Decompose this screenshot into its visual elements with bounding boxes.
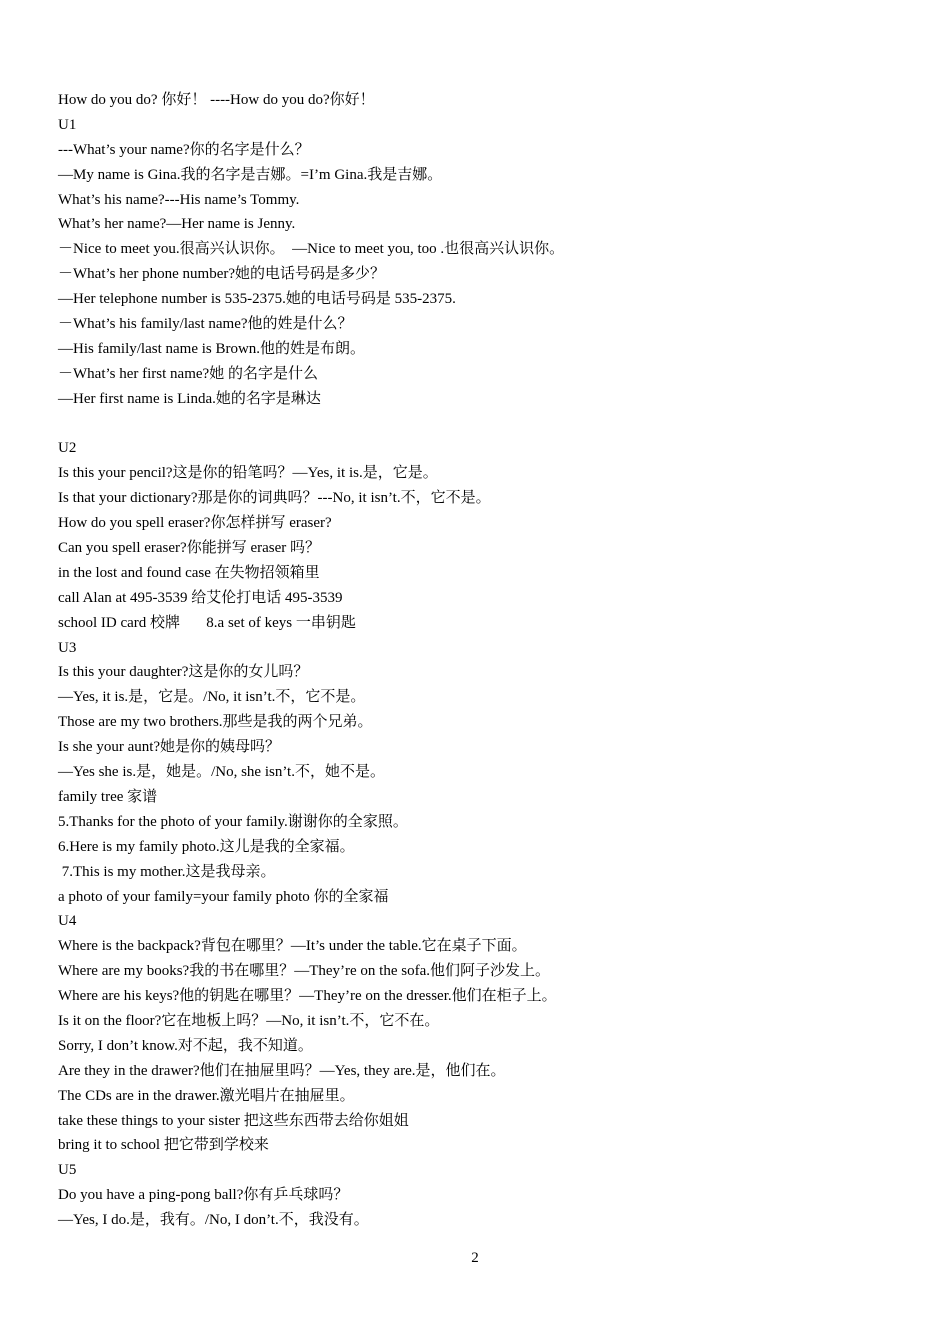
text-line: 6.Here is my family photo.这儿是我的全家福。	[58, 838, 355, 855]
text-line: Is that your dictionary?那是你的词典吗？---No, it isn’t.不，它不是。	[58, 490, 491, 507]
blank-line	[58, 412, 918, 437]
text-line: —Yes she is.是，她是。/No, she isn’t.不，她不是。	[58, 764, 385, 781]
text-line: Where are his keys?他的钥匙在哪里？—They’re on the dresser.他们在柜子上。	[58, 988, 557, 1005]
text-line: —Her telephone number is 535-2375.她的电话号码是 535-2375.	[58, 291, 456, 308]
text-line: 5.Thanks for the photo of your family.谢谢你的全家照。	[58, 813, 408, 830]
text-line: U2	[58, 440, 77, 457]
text-line: family tree 家谱	[58, 788, 158, 805]
text-line: U5	[58, 1162, 77, 1179]
text-line: U4	[58, 913, 77, 930]
text-line: call Alan at 495-3539 给艾伦打电话 495-3539	[58, 589, 343, 606]
text-line: Do you have a ping-pong ball?你有乒乓球吗？	[58, 1187, 349, 1204]
text-line: －What’s his family/last name?他的姓是什么？	[58, 316, 353, 333]
text-line: —Yes, I do.是，我有。/No, I don’t.不，我没有。	[58, 1212, 369, 1229]
text-line: take these things to your sister 把这些东西带去给你姐姐	[58, 1112, 409, 1129]
text-line: Are they in the drawer?他们在抽屉里吗？—Yes, they are.是，他们在。	[58, 1062, 506, 1079]
text-line: －What’s her phone number?她的电话号码是多少？	[58, 266, 386, 283]
text-line: 7.This is my mother.这是我母亲。	[58, 863, 276, 880]
text-line: school ID card 校牌 8.a set of keys 一串钥匙	[58, 614, 356, 631]
text-line: Can you spell eraser?你能拼写 eraser 吗？	[58, 540, 321, 557]
text-line: —Her first name is Linda.她的名字是琳达	[58, 390, 321, 407]
text-line: U1	[58, 116, 77, 133]
text-line: Is this your daughter?这是你的女儿吗？	[58, 664, 309, 681]
text-line: How do you spell eraser?你怎样拼写 eraser?	[58, 515, 332, 532]
text-line: The CDs are in the drawer.激光唱片在抽屉里。	[58, 1087, 355, 1104]
text-line: Those are my two brothers.那些是我的两个兄弟。	[58, 714, 373, 731]
text-line: Is this your pencil?这是你的铅笔吗？—Yes, it is.是，它是。	[58, 465, 438, 482]
document-body	[58, 88, 918, 1233]
text-line: What’s his name?---His name’s Tommy.	[58, 191, 300, 208]
text-line: ---What’s your name?你的名字是什么？	[58, 141, 310, 158]
text-line: in the lost and found case 在失物招领箱里	[58, 564, 320, 581]
text-line: —His family/last name is Brown.他的姓是布朗。	[58, 340, 366, 357]
text-line: What’s her name?—Her name is Jenny.	[58, 216, 296, 233]
text-line: a photo of your family=your family photo 你的全家福	[58, 888, 389, 905]
text-line: How do you do? 你好！ ----How do you do?你好！	[58, 92, 375, 108]
text-line: Is it on the floor?它在地板上吗？—No, it isn’t.不，它不在。	[58, 1012, 440, 1029]
text-line: —Yes, it is.是，它是。/No, it isn’t.不，它不是。	[58, 689, 366, 706]
text-line: Where are my books?我的书在哪里？—They’re on the sofa.他们阿子沙发上。	[58, 963, 550, 980]
text-line: —My name is Gina.我的名字是吉娜。=I’m Gina.我是吉娜。	[58, 166, 443, 183]
text-line: －Nice to meet you.很高兴认识你。 —Nice to meet you, too .也很高兴认识你。	[58, 241, 565, 258]
text-line: bring it to school 把它带到学校来	[58, 1137, 269, 1154]
text-line: Is she your aunt?她是你的姨母吗？	[58, 739, 281, 756]
text-line: Sorry, I don’t know.对不起，我不知道。	[58, 1037, 313, 1054]
text-line: Where is the backpack?背包在哪里？—It’s under the table.它在桌子下面。	[58, 938, 527, 955]
text-line: －What’s her first name?她 的名字是什么	[58, 365, 318, 382]
page-number: 2	[471, 1250, 479, 1266]
text-line: U3	[58, 639, 77, 656]
